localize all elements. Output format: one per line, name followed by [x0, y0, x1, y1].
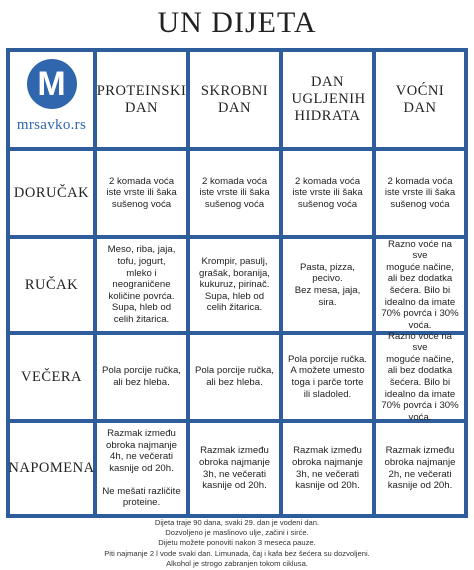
cell-line: moguće načine, [386, 261, 454, 273]
logo-m-icon: M [27, 59, 77, 109]
cell-line: obroka najmanje [106, 439, 177, 451]
footer-line: Piti najmanje 2 l vode svaki dan. Limunada, čaj i kafa bez šećera su dozvoljeni. [104, 548, 370, 558]
cell-line: Razmak između [200, 445, 269, 457]
cell-line: ali bez hleba. [113, 377, 170, 388]
cell-text [385, 445, 456, 491]
cell-line: voća. [408, 411, 432, 423]
cell-line: pecivo. [312, 273, 343, 285]
cell-line: 70% povrća i 30% [381, 308, 459, 320]
cell-line: sušenog voća [297, 198, 358, 210]
cell-text [385, 176, 455, 211]
cell-line: ali bez hleba. [206, 377, 263, 388]
cell-lunch-carbs [283, 239, 372, 331]
cell-line: Razno voće na sve [388, 330, 452, 354]
cell-line: Razmak između [107, 428, 176, 440]
cell-line: 4h, ne večerati [110, 451, 173, 463]
cell-line: tofu, jogurt, [117, 256, 166, 268]
cell-line: moguće načine, [386, 353, 454, 365]
logo-text: mrsavko.rs [16, 117, 87, 133]
logo-cell [10, 52, 93, 147]
col-header-label: SKROBNI DAN [200, 82, 269, 116]
cell-line: obroka najmanje [384, 456, 456, 468]
row-header-dinner: VEČERA [10, 335, 93, 419]
cell-line: sušenog voća [111, 198, 172, 210]
cell-line: kasnije od 20h. [387, 480, 453, 492]
row-header-breakfast: DORUČAK [10, 151, 93, 235]
footer-notes [6, 518, 468, 569]
cell-line: celih žitarica. [206, 302, 263, 314]
col-header-carbs [283, 52, 372, 147]
cell-line: Supa, hleb od [111, 302, 172, 314]
cell-text [292, 176, 362, 211]
cell-dinner-protein [97, 335, 186, 419]
cell-line: idealno da imate [384, 296, 456, 308]
cell-line: mleko i [126, 267, 157, 279]
cell-notes-protein [97, 423, 186, 514]
page-title: UN DIJETA [157, 6, 317, 39]
cell-line: Supa, hleb od [204, 290, 265, 302]
cell-text [102, 365, 181, 388]
cell-text [295, 262, 361, 308]
col-header-label: VOĆNI DAN [395, 82, 445, 116]
cell-line: 2 komada voća [108, 175, 175, 187]
col-header-fruit [376, 52, 464, 147]
cell-line: 3h, ne večerati [296, 468, 359, 480]
row-header-lunch: RUČAK [10, 239, 93, 331]
diet-table [6, 48, 468, 518]
cell-line: kasnije od 20h. [295, 480, 360, 492]
footer-line: Dozvoljeno je maslinovo ulje, začini i sirće. [165, 528, 309, 538]
cell-line: celih žitarica. [113, 313, 170, 325]
cell-line: proteine. [122, 497, 161, 509]
col-header-label: DAN UGLJENIH HIDRATA [291, 74, 366, 124]
col-header-protein [97, 52, 186, 147]
cell-line: obroka najmanje [199, 456, 270, 468]
cell-text [380, 239, 460, 332]
cell-line: Bez mesa, jaja, [294, 285, 361, 296]
cell-line: obroka najmanje [292, 456, 363, 468]
footer-line: Dijeta traje 90 dana, svaki 29. dan je vodeni dan. [154, 518, 320, 527]
cell-line: sušenog voća [390, 198, 450, 210]
cell-line: sušenog voća [204, 198, 265, 210]
cell-line: Razno voće na sve [388, 238, 452, 262]
cell-line: Pola porcije ručka, [102, 365, 181, 377]
cell-breakfast-fruit [376, 151, 464, 235]
col-header-label: PROTEINSKI DAN [96, 82, 187, 116]
cell-line: sira. [318, 296, 337, 308]
footer-line: Dijetu možete ponoviti nakon 3 meseca pauze. [158, 538, 316, 548]
cell-line: Razmak između [385, 445, 455, 457]
cell-breakfast-carbs [283, 151, 372, 235]
cell-line: 2h, ne večerati [388, 468, 452, 480]
cell-text [195, 365, 274, 388]
cell-line: Ne mešati različite [102, 485, 181, 497]
cell-text [106, 176, 176, 211]
cell-text [102, 428, 180, 509]
cell-line: 70% povrća i 30% [381, 400, 459, 412]
cell-line: 2 komada voća [294, 175, 361, 187]
cell-line: voća. [408, 319, 432, 331]
cell-breakfast-starch [190, 151, 279, 235]
cell-text [108, 244, 176, 325]
cell-line: 3h, ne večerati [203, 468, 266, 480]
cell-text [199, 256, 270, 314]
cell-line: toga i parče torte [291, 377, 364, 388]
cell-line: 2 komada voća [387, 175, 453, 187]
cell-line: kasnije od 20h. [202, 480, 267, 492]
cell-line: 2 komada voća [201, 175, 268, 187]
cell-line: Pola porcije ručka, [195, 365, 274, 377]
cell-line: kasnije od 20h. [109, 463, 174, 474]
cell-dinner-starch [190, 335, 279, 419]
cell-text [380, 331, 460, 424]
cell-line: Pasta, pizza, [300, 261, 355, 273]
cell-dinner-carbs [283, 335, 372, 419]
cell-text [288, 354, 367, 400]
cell-line: Meso, riba, jaja, [107, 244, 176, 256]
cell-line [102, 475, 180, 486]
cell-line: Pola porcije ručka. [288, 353, 367, 365]
cell-line: neograničene [112, 279, 171, 291]
cell-breakfast-protein [97, 151, 186, 235]
cell-line: kukuruz, pirinač. [199, 279, 270, 291]
cell-line: Razmak između [293, 445, 362, 457]
cell-line: ali bez dodatka [387, 365, 453, 377]
row-header-notes: NAPOMENA [10, 423, 93, 514]
cell-line: ili sladoled. [303, 388, 352, 400]
cell-line: šećera. Bilo bi [389, 377, 451, 388]
cell-text [199, 176, 269, 211]
cell-notes-carbs [283, 423, 372, 514]
cell-notes-starch [190, 423, 279, 514]
cell-text [292, 445, 363, 491]
cell-line: iste vrste ili šaka [292, 187, 363, 199]
cell-line: Krompir, pasulj, [201, 256, 268, 268]
cell-dinner-fruit [376, 330, 464, 423]
cell-line: iste vrste ili šaka [199, 187, 270, 199]
cell-text [199, 445, 270, 491]
cell-line: grašak, boranija, [199, 267, 270, 279]
cell-line: količine povrća. [108, 290, 175, 302]
cell-line: šećera. Bilo bi [389, 285, 451, 296]
cell-lunch-protein [97, 239, 186, 331]
cell-line: A možete umesto [290, 365, 365, 377]
cell-line: idealno da imate [384, 388, 456, 400]
cell-line: iste vrste ili šaka [384, 187, 456, 199]
col-header-starch [190, 52, 279, 147]
cell-lunch-starch [190, 239, 279, 331]
cell-lunch-fruit [376, 239, 464, 331]
cell-line: iste vrste ili šaka [106, 187, 177, 199]
footer-line: Alkohol je strogo zabranjen tokom ciklusa. [166, 558, 308, 568]
cell-line: ali bez dodatka [387, 273, 453, 285]
cell-notes-fruit [376, 423, 464, 514]
